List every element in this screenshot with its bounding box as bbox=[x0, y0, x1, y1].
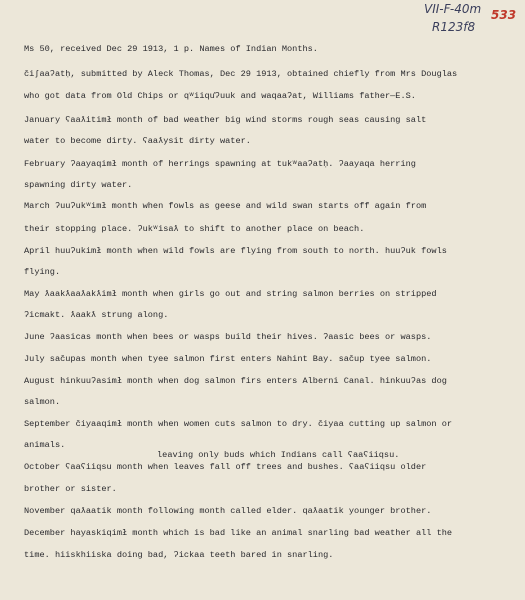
text-line: July sačupas month when tyee salmon first enters Nahint Bay. sačup tyee salmon. bbox=[24, 354, 432, 364]
text-line: Ms 50, received Dec 29 1913, 1 p. Names of Indian Months. bbox=[24, 44, 318, 54]
text-line: time. hiiskhiiska doing bad, ʔickaa teeth bared in snarling. bbox=[24, 550, 334, 560]
text-line: June ʔaasicas month when bees or wasps build their hives. ʔaasic bees or wasps. bbox=[24, 332, 432, 342]
text-line: water to become dirty. ʕaaƛysit dirty water. bbox=[24, 136, 251, 146]
text-line: November qaƛaatik month following month called elder. qaƛaatik younger brother. bbox=[24, 506, 432, 516]
text-line: August hinkuuʔasimł month when dog salmon firs enters Alberni Canal. hinkuuʔas dog bbox=[24, 376, 447, 386]
text-line: January ʕaaƛitimł month of bad weather big wind storms rough seas causing salt bbox=[24, 115, 427, 125]
text-line: October ʕaaʕiiqsu month when leaves fall off trees and bushes. ʕaaʕiiqsu older bbox=[24, 462, 427, 472]
page-number: 533 bbox=[491, 8, 517, 22]
text-line: April huuʔukimł month when wild fowls are flying from south to north. huuʔuk fowls bbox=[24, 246, 447, 256]
text-line: spawning dirty water. bbox=[24, 180, 133, 190]
text-line: their stopping place. ʔukʷisaƛ to shift to another place on beach. bbox=[24, 224, 365, 234]
text-line: September čiyaaqimł month when women cuts salmon to dry. čiyaa cutting up salmon or bbox=[24, 419, 453, 429]
handwritten-reference: VII-F-40m bbox=[424, 2, 482, 16]
text-line: who got data from Old Chips or qʷiiqu̓ʔuuk and waqaaʔat, Williams father—E.S. bbox=[24, 91, 416, 101]
text-line: December hayaskiqimł month which is bad like an animal snarling bad weather all the bbox=[24, 528, 453, 538]
text-line: ʔicmakt. ƛaakƛ strung along. bbox=[24, 310, 169, 320]
text-line: May ƛaakƛaaƛakƛimł month when girls go out and string salmon berries on stripped bbox=[24, 289, 437, 299]
text-line: čiʃaaʔatḥ, submitted by Aleck Thomas, Dec 29 1913, obtained chiefly from Mrs Douglas bbox=[24, 69, 458, 79]
text-line: March ʔuuʔukʷimł month when fowls as geese and wild swan starts off again from bbox=[24, 201, 427, 211]
text-line: salmon. bbox=[24, 397, 61, 407]
text-line: February ʔaayaqimł month of herrings spawning at tukʷaaʔatḥ. ʔaayaqa herring bbox=[24, 159, 416, 169]
text-line: flying. bbox=[24, 267, 61, 277]
inserted-line: leaving only buds which Indians call ʕaaʕiiqsu. bbox=[157, 450, 400, 460]
text-line: brother or sister. bbox=[24, 484, 117, 494]
handwritten-reference-2: R123f8 bbox=[432, 20, 476, 34]
text-line: animals. bbox=[24, 440, 66, 450]
